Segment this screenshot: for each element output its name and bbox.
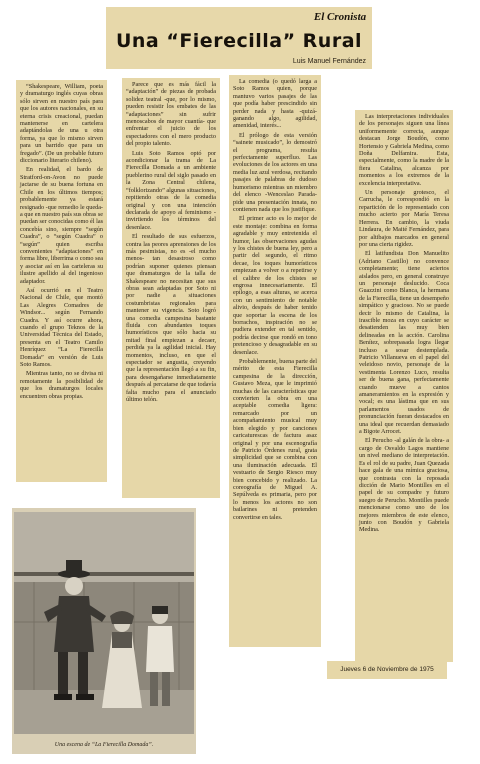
article-headline: Una “Fierecilla” Rural <box>115 30 363 52</box>
paragraph: Parece que es más fácil la “adaptación” de piezas de probada solidez teatral -que, por lo mismo, pueden resistir los embates de las “adaptaciones” sin sufrir menoscabos de mayor cuantía- que enfrentar el juicio de los espectadores con el mero producto del propio talento. <box>126 81 216 148</box>
stage-scene-image <box>14 512 194 734</box>
paragraph: Un personaje grotesco, el Carrucha, le correspondió en la repartición de lo representado con mucho acierto por María Teresa Herrera. En cambio, la viuda Lindaura, de Maité Fernández, para por altibajos marcados en general por una cierta rigidez. <box>359 189 449 248</box>
paragraph: El Perucho -al galán de la obra- a cargo de Osvaldo Lagos mantiene un nivel mediano de interpretación. Es el rol de su padre, Juan Quezada hace gala de una mímica graciosa, que contrasta con la reposada dicción de Mario Montilles en el papel de su compadre y futuro suegro de Perucho. Montilles puede mencionarse como uno de los mejores miembros de este elenco, junto con Boudón y Gabriela Medina. <box>359 437 449 534</box>
article-column-2 <box>122 78 220 498</box>
newspaper-masthead: El Cronista <box>313 11 367 23</box>
paragraph: Mientras tanto, no se divisa ni remotamente la posibilidad de que los dramaturgos locales encuentren obras propias. <box>20 370 103 400</box>
article-column-3 <box>229 75 321 647</box>
paragraph: Así ocurrió en el Teatro Nacional de Chile, que montó Las Alegres Comadres de Windsor... según Fernando Cuadra. Y así ocurre ahora, cuando el grupo Teknos de la Universidad Técnica del Estado, presenta en el Teatro Camilo Henríquez “La Fierecilla Domada” en versión de Luis Soto Ramos. <box>20 286 103 369</box>
paragraph: En realidad, el bardo de Stratford-on-Avon no puede jactarse de su buena fortuna en Chile en los últimos tiempos; probablemente ya estará resignado -que remedio le queda- a que en nuestro país sus obras se puedan ser conocidas como él las concebía sino, siempre “según Cuadra”, o “según Cuadra” o “según” quien escriba convenientes “adaptaciones” en forma libre, liberrima o como sea y asociar así en las carteleras su ilustre apellido al del ingenioso adaptador. <box>20 166 103 285</box>
paragraph: Probablemente, buena parte del mérito de esta Fierecilla campesina de la dirección, Gustavo Meza, que le imprimió muchas de las características que convierten la obra en una aceptable comedia ligera: remarcado por un acompañamiento musical muy bien elegido y por canciones caricaturescas de factura asaz original y por una escenografía de Patricio Órdenes rural, grata simplicidad que se combina con una iluminación adecuada. El vestuario de Sergio Riesco muy bien concebido y realizado. La coreografía de Miguel A. Sepúlveda es primaria, pero por lo menos los actores no son bailarines ni pretenden convertirse en tales. <box>233 358 317 521</box>
paragraph: Las interpretaciones individuales de los personajes siguen una línea uniformemente correcta, aunque destacan Jorge Boudón, como Hortensio y Gabriela Medina, como Doña Delfamira. Esta, especialmente, como la madre de la fiera Catalina, alcanza por momentos a los extremos de la excelencia interpretativa. <box>359 113 449 187</box>
publication-date: Jueves 6 de Noviembre de 1975 <box>327 661 447 679</box>
article-column-4 <box>355 110 453 662</box>
paragraph: El primer acto es lo mejor de este montaje: combina en forma agradable y muy entretenida el humor, las observaciones agudas y los chistes de buena ley, pero a partir del segundo, el ritmo decae, los toques humorísticos empiezan a volver o a repetirse y el calibre de los chistes se engrosa innecesariamente. El epílogo, a esas alturas, se acerca con un sentimiento de notable alivio, después de haber tenido que soportar la escena de los borrachos, inspiración no se pudiera extender en tal sentido, podría decirse que rondó en tono pretencioso y desagradable en su desenlace. <box>233 215 317 356</box>
paragraph: La comedia (o quedó larga a Soto Ramos quien, porque mantuvo varios pasajes de las que podía haber prescindido sin perder nada y hasta -quizá- ganando algo, agilidad, amenidad, interés... <box>233 78 317 130</box>
paragraph: El resultado de sus esfuerzos, contra las peores aprensiones de los más pesimistas, no es -el mucho menos- tan desastroso como podrían suponer quienes piensan que dramaturgos de la talla de Shakespeare no necesitan que sus obras sean adaptadas por Soto ni por nadie a situaciones costumbristas regionales para mantener su vigencia. Soto logró una comedia campesina bastante fluida con abundantes toques humorísticos que sólo hacia su mitad final empiezan a decaer, perdida ya la agilidad inicial. Hay momentos, incluso, en que el espectador se angustia, creyendo que la representación llegó a su fin, para desengañarse inmediatamente después al percatarse de que todavía falta mucho para el anunciado último telón. <box>126 233 216 404</box>
paragraph: El prólogo de esta versión “sainete musicado”, lo demostró el programa, resulta perfectamente superfluo. Las evoluciones de los actores en una media luz azul verdosa, recitando pasajes de palabras de dudoso humorismo mientras un miembro del elenco -Wenceslao Parada- pide una presentación innata, no contienen nada que los justifique. <box>233 131 317 213</box>
paragraph: Luis Soto Ramos optó por acondicionar la trama de La Fierecilla Domada a un ambiente pueblerino rural del siglo pasado en la Zona Central chilena, “folklorizando” algunas situaciones, repitiendo otras de la comedia original y con una intención declarada de apoyo al feminismo -invirtiendo los términos del desenlace. <box>126 149 216 231</box>
article-column-1 <box>16 80 107 482</box>
paragraph: “Shakespeare, William, poeta y dramaturgo inglés cuyas obras sólo sirven en nuestro país para que los autores nacionales, en su eterna crisis creacional, puedan mantenerse en cartelera adaptándolas de una u otra forma, ya que lo mismo sirven para un barrido que para un fregado”. (De un probable futuro diccionario literario chileno). <box>20 83 103 165</box>
photo-caption: Una escena de “La Fierecilla Domada”. <box>54 742 154 748</box>
stage-photo <box>14 512 194 734</box>
paragraph: El latifundista Don Manuelito (Adriano Castillo) no convence completamente; tiene aciertos aislados pero, en general construye un personaje deslucido. Coca Guazzini como Blanca, la hermana de la Fierecilla, tiene un desempeño simpático y gracioso. No se puede decir lo mismo de Catalina, la irascible moza en cuyo carácter se desatienden las muy bien delineadas en la acción. Carolina Benítez, sobrepasada logra llegar incluso a sosar destemplada. Patricio Villanueva en el papel del veleidoso novio, personaje de la vestimenta Lorenzo Luco, resulta ser de buena gana, perfectamente cuando mueve a cantos amaneramientos en la expresión y vocal; es una lástima que en sus parlamentos usados de pronunciación fueran destacados en una ideal que recuerdan demasiado a Bigote Arrocet. <box>359 250 449 436</box>
article-byline: Luis Manuel Fernández <box>292 58 366 65</box>
